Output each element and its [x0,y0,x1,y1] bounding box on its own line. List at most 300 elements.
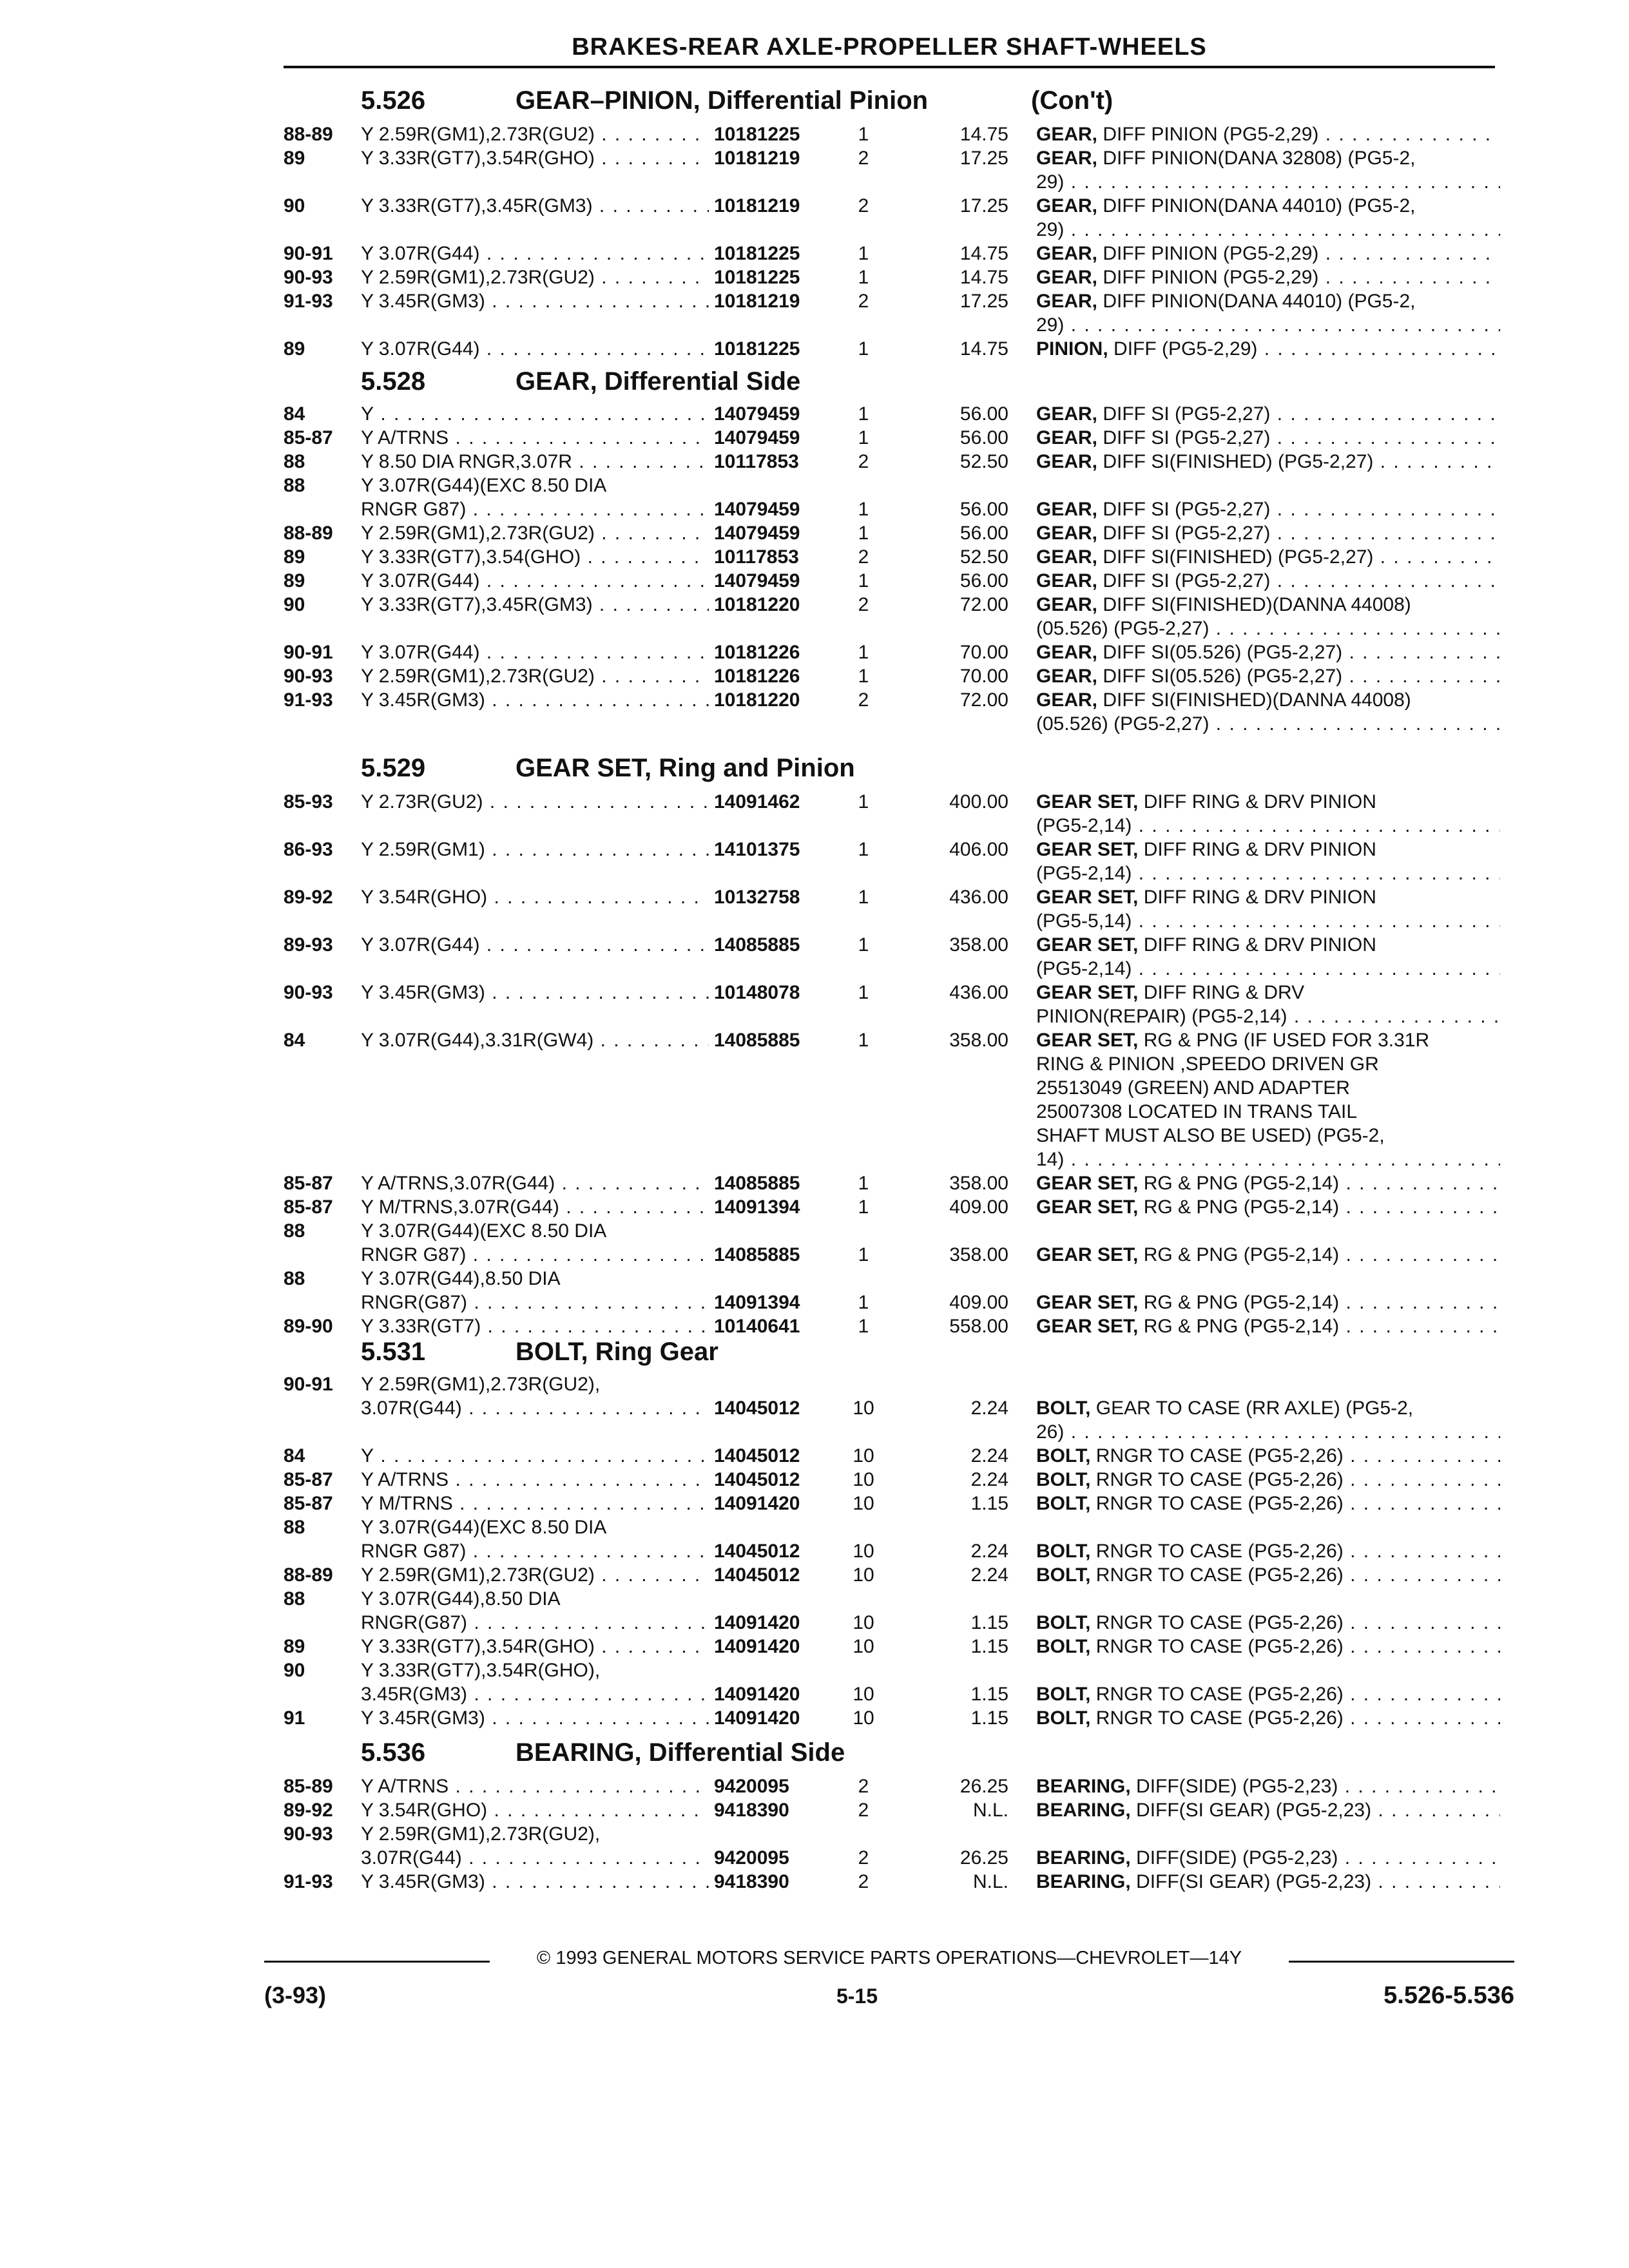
part-name [1036,1563,1500,1587]
part-name [1036,1052,1500,1076]
application-description: Y 2.73R(GU2) . . . [361,790,709,814]
part-name-keyword: GEAR, [1036,523,1098,544]
model-years: 84 [284,1030,305,1051]
quantity: 10 [853,1707,874,1729]
part-name-detail: DIFF SI (PG5-2,27) [1097,427,1271,448]
quantity: 1 [858,1292,869,1313]
part-name [1036,933,1500,957]
part-number: 14101375 [714,839,800,860]
part-number: 10181225 [714,124,800,145]
part-name [1036,1314,1500,1338]
quantity: 1 [858,1196,869,1218]
quantity: 1 [858,1030,869,1051]
part-name [1036,122,1500,146]
model-years: 84 [284,1445,305,1466]
part-number: 10181220 [714,594,800,615]
part-name-keyword: GEAR, [1036,267,1098,288]
price: 1.15 [970,1493,1008,1514]
application-description: Y 2.59R(GM1),2.73R(GU2) . . . [361,265,709,289]
price: 72.00 [959,594,1008,615]
section-heading [361,753,855,783]
quantity: 10 [853,1493,874,1514]
part-number: 10181219 [714,148,800,169]
part-name-detail: DIFF(SIDE) (PG5-2,23) [1130,1847,1338,1869]
quantity: 2 [858,1776,869,1797]
price: 56.00 [959,570,1008,591]
part-name-detail: DIFF RING & DRV PINION [1138,839,1376,860]
part-number: 14085885 [714,1030,800,1051]
application-description: Y 3.07R(G44) . . . [361,569,709,593]
part-number: 9418390 [714,1871,789,1892]
part-name-keyword: GEAR, [1036,570,1098,591]
part-name-keyword: BEARING, [1036,1776,1131,1797]
quantity: 1 [858,887,869,908]
price: N.L. [972,1871,1008,1892]
part-name [1036,1420,1500,1444]
part-number: 10181219 [714,291,800,312]
part-name-detail: (05.526) (PG5-2,27) [1036,713,1210,735]
quantity: 1 [858,982,869,1003]
part-name [1036,1539,1500,1563]
application-description: RNGR(G87) . . . [361,1291,709,1314]
part-name [1036,497,1500,521]
part-name-keyword: GEAR SET, [1036,1292,1139,1313]
part-number: 14045012 [714,1398,800,1419]
part-name-keyword: GEAR, [1036,594,1098,615]
application-description: Y 3.07R(G44) . . . [361,242,709,265]
part-number: 9418390 [714,1800,789,1821]
section-number: 5.528 [361,367,426,396]
part-name-keyword: GEAR SET, [1036,839,1139,860]
model-years: 90 [284,1660,305,1681]
application-description: Y 2.59R(GM1),2.73R(GU2), [361,1823,601,1845]
price: 2.24 [970,1564,1008,1586]
quantity: 10 [853,1684,874,1705]
part-name-detail: DIFF PINION (PG5-2,29) [1097,267,1319,288]
model-years: 90 [284,195,305,216]
price: 358.00 [949,1030,1008,1051]
part-number: 10132758 [714,887,800,908]
part-number: 14085885 [714,934,800,956]
part-number: 14091394 [714,1196,800,1218]
application-description: Y 3.45R(GM3) . . . [361,289,709,313]
price: 1.15 [970,1707,1008,1729]
quantity: 1 [858,243,869,264]
part-name-keyword: GEAR SET, [1036,1316,1139,1337]
application-description: Y 3.07R(G44),8.50 DIA [361,1588,561,1610]
part-name-keyword: GEAR, [1036,124,1098,145]
part-name [1036,313,1500,337]
application-description: Y 3.33R(GT7) . . . [361,1314,709,1338]
part-name-detail: DIFF (PG5-2,29) [1108,338,1258,360]
part-name-detail: DIFF PINION(DANA 44010) (PG5-2, [1097,195,1416,216]
part-name [1036,1635,1500,1658]
part-name [1036,218,1500,242]
model-years: 85-87 [284,1196,333,1218]
part-number: 10181226 [714,666,800,687]
part-name [1036,265,1500,289]
header-rule [284,66,1495,68]
part-name [1036,957,1500,981]
section-title-text: GEAR, Differential Side [516,367,801,396]
part-number: 14085885 [714,1244,800,1265]
part-name [1036,688,1500,712]
quantity: 10 [853,1636,874,1657]
part-name-keyword: GEAR, [1036,291,1098,312]
model-years: 89 [284,570,305,591]
footer-copyright: © 1993 GENERAL MOTORS SERVICE PARTS OPERATIONS—CHEVROLET—14Y [536,1948,1242,1968]
model-years: 90-93 [284,666,333,687]
quantity: 1 [858,934,869,956]
part-name-keyword: GEAR SET, [1036,791,1139,812]
part-name [1036,1682,1500,1706]
model-years: 89 [284,1636,305,1657]
application-description: Y 3.33R(GT7),3.54(GHO) . . . [361,545,709,569]
application-description: 3.07R(G44) . . . [361,1396,709,1420]
part-name-detail: RNGR TO CASE (PG5-2,26) [1090,1636,1344,1657]
quantity: 10 [853,1541,874,1562]
part-name-detail: DIFF RING & DRV PINION [1138,934,1376,956]
application-description: Y 2.59R(GM1),2.73R(GU2) . . . [361,521,709,545]
model-years: 90-93 [284,982,333,1003]
application-description: Y . . . [361,402,709,426]
part-number: 14085885 [714,1173,800,1194]
quantity: 1 [858,570,869,591]
application-description: Y 3.54R(GHO) . . . [361,1798,709,1822]
application-description: Y A/TRNS . . . [361,426,709,450]
application-description: 3.45R(GM3) . . . [361,1682,709,1706]
part-name [1036,545,1500,569]
part-name [1036,640,1500,664]
part-name-keyword: BOLT, [1036,1445,1091,1466]
part-name [1036,1870,1500,1894]
application-description: Y 3.33R(GT7),3.54R(GHO) . . . [361,146,709,170]
quantity: 10 [853,1398,874,1419]
quantity: 2 [858,451,869,472]
part-name [1036,337,1500,361]
model-years: 89 [284,338,305,360]
part-number: 10181220 [714,689,800,711]
part-name-detail: DIFF SI(FINISHED) (PG5-2,27) [1097,546,1374,568]
part-name [1036,146,1500,170]
part-name-detail: PINION(REPAIR) (PG5-2,14) [1036,1006,1287,1027]
model-years: 89 [284,546,305,568]
price: 436.00 [949,982,1008,1003]
section-continued-label: (Con't) [1031,86,1113,115]
part-name-detail: (PG5-2,14) [1036,958,1132,979]
quantity: 1 [858,523,869,544]
part-name-keyword: BOLT, [1036,1564,1091,1586]
page-header-title: BRAKES-REAR AXLE-PROPELLER SHAFT-WHEELS [572,34,1207,61]
quantity: 1 [858,1316,869,1337]
part-name-detail: DIFF RING & DRV [1138,982,1305,1003]
part-number: 14079459 [714,570,800,591]
part-name [1036,402,1500,426]
part-name-detail: DIFF PINION(DANA 32808) (PG5-2, [1097,148,1416,169]
model-years: 91 [284,1707,305,1729]
price: 14.75 [959,338,1008,360]
part-name-keyword: GEAR, [1036,666,1098,687]
part-name-detail: RNGR TO CASE (PG5-2,26) [1090,1564,1344,1586]
part-number: 14045012 [714,1541,800,1562]
part-name-detail: RNGR TO CASE (PG5-2,26) [1090,1445,1344,1466]
model-years: 85-87 [284,427,333,448]
part-name [1036,1291,1500,1314]
part-name-keyword: GEAR SET, [1036,887,1139,908]
part-name-detail: RNGR TO CASE (PG5-2,26) [1090,1541,1344,1562]
section-title-text: GEAR–PINION, Differential Pinion [516,86,929,115]
application-description: Y 3.54R(GHO) . . . [361,885,709,909]
quantity: 1 [858,267,869,288]
price: 17.25 [959,148,1008,169]
model-years: 89-92 [284,887,333,908]
part-name-keyword: GEAR SET, [1036,1173,1139,1194]
part-name [1036,426,1500,450]
part-name-keyword: GEAR, [1036,451,1098,472]
part-name-detail: DIFF PINION (PG5-2,29) [1097,243,1319,264]
part-name [1036,1028,1500,1052]
part-name [1036,1100,1500,1124]
model-years: 91-93 [284,1871,333,1892]
price: 26.25 [959,1776,1008,1797]
part-name [1036,170,1500,194]
quantity: 2 [858,1800,869,1821]
part-name [1036,1611,1500,1635]
part-name-detail: (05.526) (PG5-2,27) [1036,618,1210,639]
part-name-keyword: BOLT, [1036,1469,1091,1490]
application-description: RNGR(G87) . . . [361,1611,709,1635]
model-years: 88 [284,1220,305,1242]
price: 358.00 [949,934,1008,956]
part-number: 10148078 [714,982,800,1003]
part-number: 14079459 [714,499,800,520]
part-name-detail: DIFF RING & DRV PINION [1138,791,1376,812]
quantity: 1 [858,338,869,360]
footer-page-number: 5-15 [836,1984,878,2008]
part-name-detail: DIFF(SIDE) (PG5-2,23) [1130,1776,1338,1797]
model-years: 88-89 [284,1564,333,1586]
part-name-keyword: BOLT, [1036,1541,1091,1562]
part-name-detail: DIFF(SI GEAR) (PG5-2,23) [1130,1871,1372,1892]
model-years: 90-91 [284,243,333,264]
application-description: Y A/TRNS . . . [361,1774,709,1798]
model-years: 89-93 [284,934,333,956]
price: 14.75 [959,243,1008,264]
application-description: Y 3.07R(G44)(EXC 8.50 DIA [361,1220,607,1242]
part-name-detail: RING & PINION ,SPEEDO DRIVEN GR [1036,1053,1379,1075]
part-name-keyword: GEAR SET, [1036,1030,1139,1051]
section-title-text: BEARING, Differential Side [516,1738,845,1767]
part-number: 14091420 [714,1636,800,1657]
part-name [1036,1148,1500,1171]
application-description: Y 2.59R(GM1),2.73R(GU2) . . . [361,1563,709,1587]
price: 2.24 [970,1541,1008,1562]
part-name [1036,1468,1500,1492]
part-name-keyword: GEAR, [1036,642,1098,663]
footer-date: (3-93) [264,1982,327,2008]
part-number: 14045012 [714,1445,800,1466]
part-name-keyword: GEAR SET, [1036,934,1139,956]
part-name-keyword: GEAR, [1036,243,1098,264]
section-heading [361,1336,718,1367]
model-years: 88 [284,451,305,472]
part-number: 10117853 [714,546,799,568]
quantity: 2 [858,689,869,711]
application-description: Y M/TRNS . . . [361,1492,709,1515]
price: 436.00 [949,887,1008,908]
price: 17.25 [959,291,1008,312]
part-name-detail: GEAR TO CASE (RR AXLE) (PG5-2, [1090,1398,1414,1419]
quantity: 2 [858,148,869,169]
part-name-detail: DIFF SI(FINISHED)(DANNA 44008) [1097,594,1411,615]
part-name [1036,1004,1500,1028]
quantity: 1 [858,839,869,860]
application-description: Y 2.59R(GM1) . . . [361,838,709,861]
model-years: 88-89 [284,523,333,544]
price: 1.15 [970,1684,1008,1705]
price: 70.00 [959,642,1008,663]
application-description: RNGR G87) . . . [361,497,709,521]
quantity: 1 [858,666,869,687]
part-name-detail: DIFF SI (PG5-2,27) [1097,499,1271,520]
model-years: 88 [284,1268,305,1289]
section-heading [361,1737,845,1768]
price: 1.15 [970,1636,1008,1657]
footer-rule-left [264,1961,490,1963]
quantity: 2 [858,195,869,216]
price: 56.00 [959,403,1008,425]
part-number: 10181225 [714,267,800,288]
part-name-detail: RNGR TO CASE (PG5-2,26) [1090,1612,1344,1633]
footer-section-range: 5.526-5.536 [1383,1982,1514,2009]
part-name-detail: (PG5-5,14) [1036,910,1132,932]
model-years: 91-93 [284,689,333,711]
part-name [1036,242,1500,265]
part-number: 14079459 [714,523,800,544]
part-name-keyword: BOLT, [1036,1636,1091,1657]
quantity: 2 [858,1847,869,1869]
price: 409.00 [949,1292,1008,1313]
application-description: Y 3.33R(GT7),3.45R(GM3) . . . [361,593,709,617]
part-name-keyword: GEAR, [1036,689,1098,711]
application-description: Y 3.45R(GM3) . . . [361,1706,709,1730]
part-name-detail: DIFF SI (PG5-2,27) [1097,523,1271,544]
part-name-detail: DIFF SI(FINISHED)(DANNA 44008) [1097,689,1411,711]
application-description: Y M/TRNS,3.07R(G44) . . . [361,1195,709,1219]
application-description: Y 8.50 DIA RNGR,3.07R . . . [361,450,709,474]
part-name [1036,1076,1500,1100]
price: 358.00 [949,1173,1008,1194]
section-heading [361,85,1113,116]
part-number: 14045012 [714,1564,800,1586]
price: 56.00 [959,499,1008,520]
price: 2.24 [970,1398,1008,1419]
part-name [1036,1706,1500,1730]
section-number: 5.536 [361,1738,426,1767]
part-name-detail: 29) [1036,314,1065,336]
price: 400.00 [949,791,1008,812]
part-name-keyword: BEARING, [1036,1800,1131,1821]
part-name [1036,1798,1500,1822]
part-name-detail: 25007308 LOCATED IN TRANS TAIL [1036,1101,1358,1122]
part-name [1036,861,1500,885]
part-name-detail: RG & PNG (PG5-2,14) [1138,1292,1340,1313]
quantity: 1 [858,499,869,520]
part-name-detail: RG & PNG (PG5-2,14) [1138,1173,1340,1194]
part-name-detail: RNGR TO CASE (PG5-2,26) [1090,1707,1344,1729]
part-name-keyword: GEAR, [1036,148,1098,169]
part-number: 14091420 [714,1493,800,1514]
model-years: 88 [284,475,305,496]
quantity: 1 [858,642,869,663]
quantity: 2 [858,291,869,312]
part-name-detail: SHAFT MUST ALSO BE USED) (PG5-2, [1036,1125,1385,1146]
part-name [1036,712,1500,736]
price: 52.50 [959,546,1008,568]
section-number: 5.526 [361,86,426,115]
part-name-keyword: GEAR, [1036,499,1098,520]
quantity: 1 [858,403,869,425]
application-description: Y 3.07R(G44) . . . [361,337,709,361]
part-name-detail: DIFF SI(FINISHED) (PG5-2,27) [1097,451,1374,472]
application-description: 3.07R(G44) . . . [361,1846,709,1870]
price: 406.00 [949,839,1008,860]
price: 70.00 [959,666,1008,687]
part-number: 14091420 [714,1707,800,1729]
part-name-detail: 29) [1036,219,1065,240]
part-number: 10181226 [714,642,800,663]
price: N.L. [972,1800,1008,1821]
part-name-keyword: PINION, [1036,338,1108,360]
model-years: 89 [284,148,305,169]
application-description: Y 3.07R(G44),3.31R(GW4) . . . [361,1028,709,1052]
model-years: 90-91 [284,1374,333,1395]
part-number: 14079459 [714,403,800,425]
price: 26.25 [959,1847,1008,1869]
model-years: 86-93 [284,839,333,860]
part-name-detail: DIFF PINION (PG5-2,29) [1097,124,1319,145]
application-description: Y 3.33R(GT7),3.54R(GHO), [361,1660,601,1681]
quantity: 10 [853,1612,874,1633]
part-name-detail: DIFF SI (PG5-2,27) [1097,570,1271,591]
part-number: 14091420 [714,1612,800,1633]
application-description: Y 3.07R(G44),8.50 DIA [361,1268,561,1289]
part-name [1036,981,1500,1004]
part-number: 14091420 [714,1684,800,1705]
application-description: Y A/TRNS,3.07R(G44) . . . [361,1171,709,1195]
part-name-keyword: GEAR SET, [1036,1244,1139,1265]
model-years: 89-90 [284,1316,333,1337]
part-name-detail: RG & PNG (PG5-2,14) [1138,1244,1340,1265]
model-years: 90 [284,594,305,615]
part-name-keyword: GEAR SET, [1036,982,1139,1003]
part-number: 14091394 [714,1292,800,1313]
section-number: 5.531 [361,1338,426,1366]
part-name-keyword: GEAR, [1036,403,1098,425]
quantity: 2 [858,594,869,615]
price: 409.00 [949,1196,1008,1218]
part-name [1036,838,1500,861]
part-name [1036,1774,1500,1798]
part-name [1036,664,1500,688]
section-heading [361,366,800,397]
application-description: Y 3.45R(GM3) . . . [361,688,709,712]
part-name-detail: RG & PNG (PG5-2,14) [1138,1316,1340,1337]
price: 17.25 [959,195,1008,216]
part-name [1036,1243,1500,1267]
part-name-keyword: BOLT, [1036,1398,1091,1419]
part-name [1036,1846,1500,1870]
